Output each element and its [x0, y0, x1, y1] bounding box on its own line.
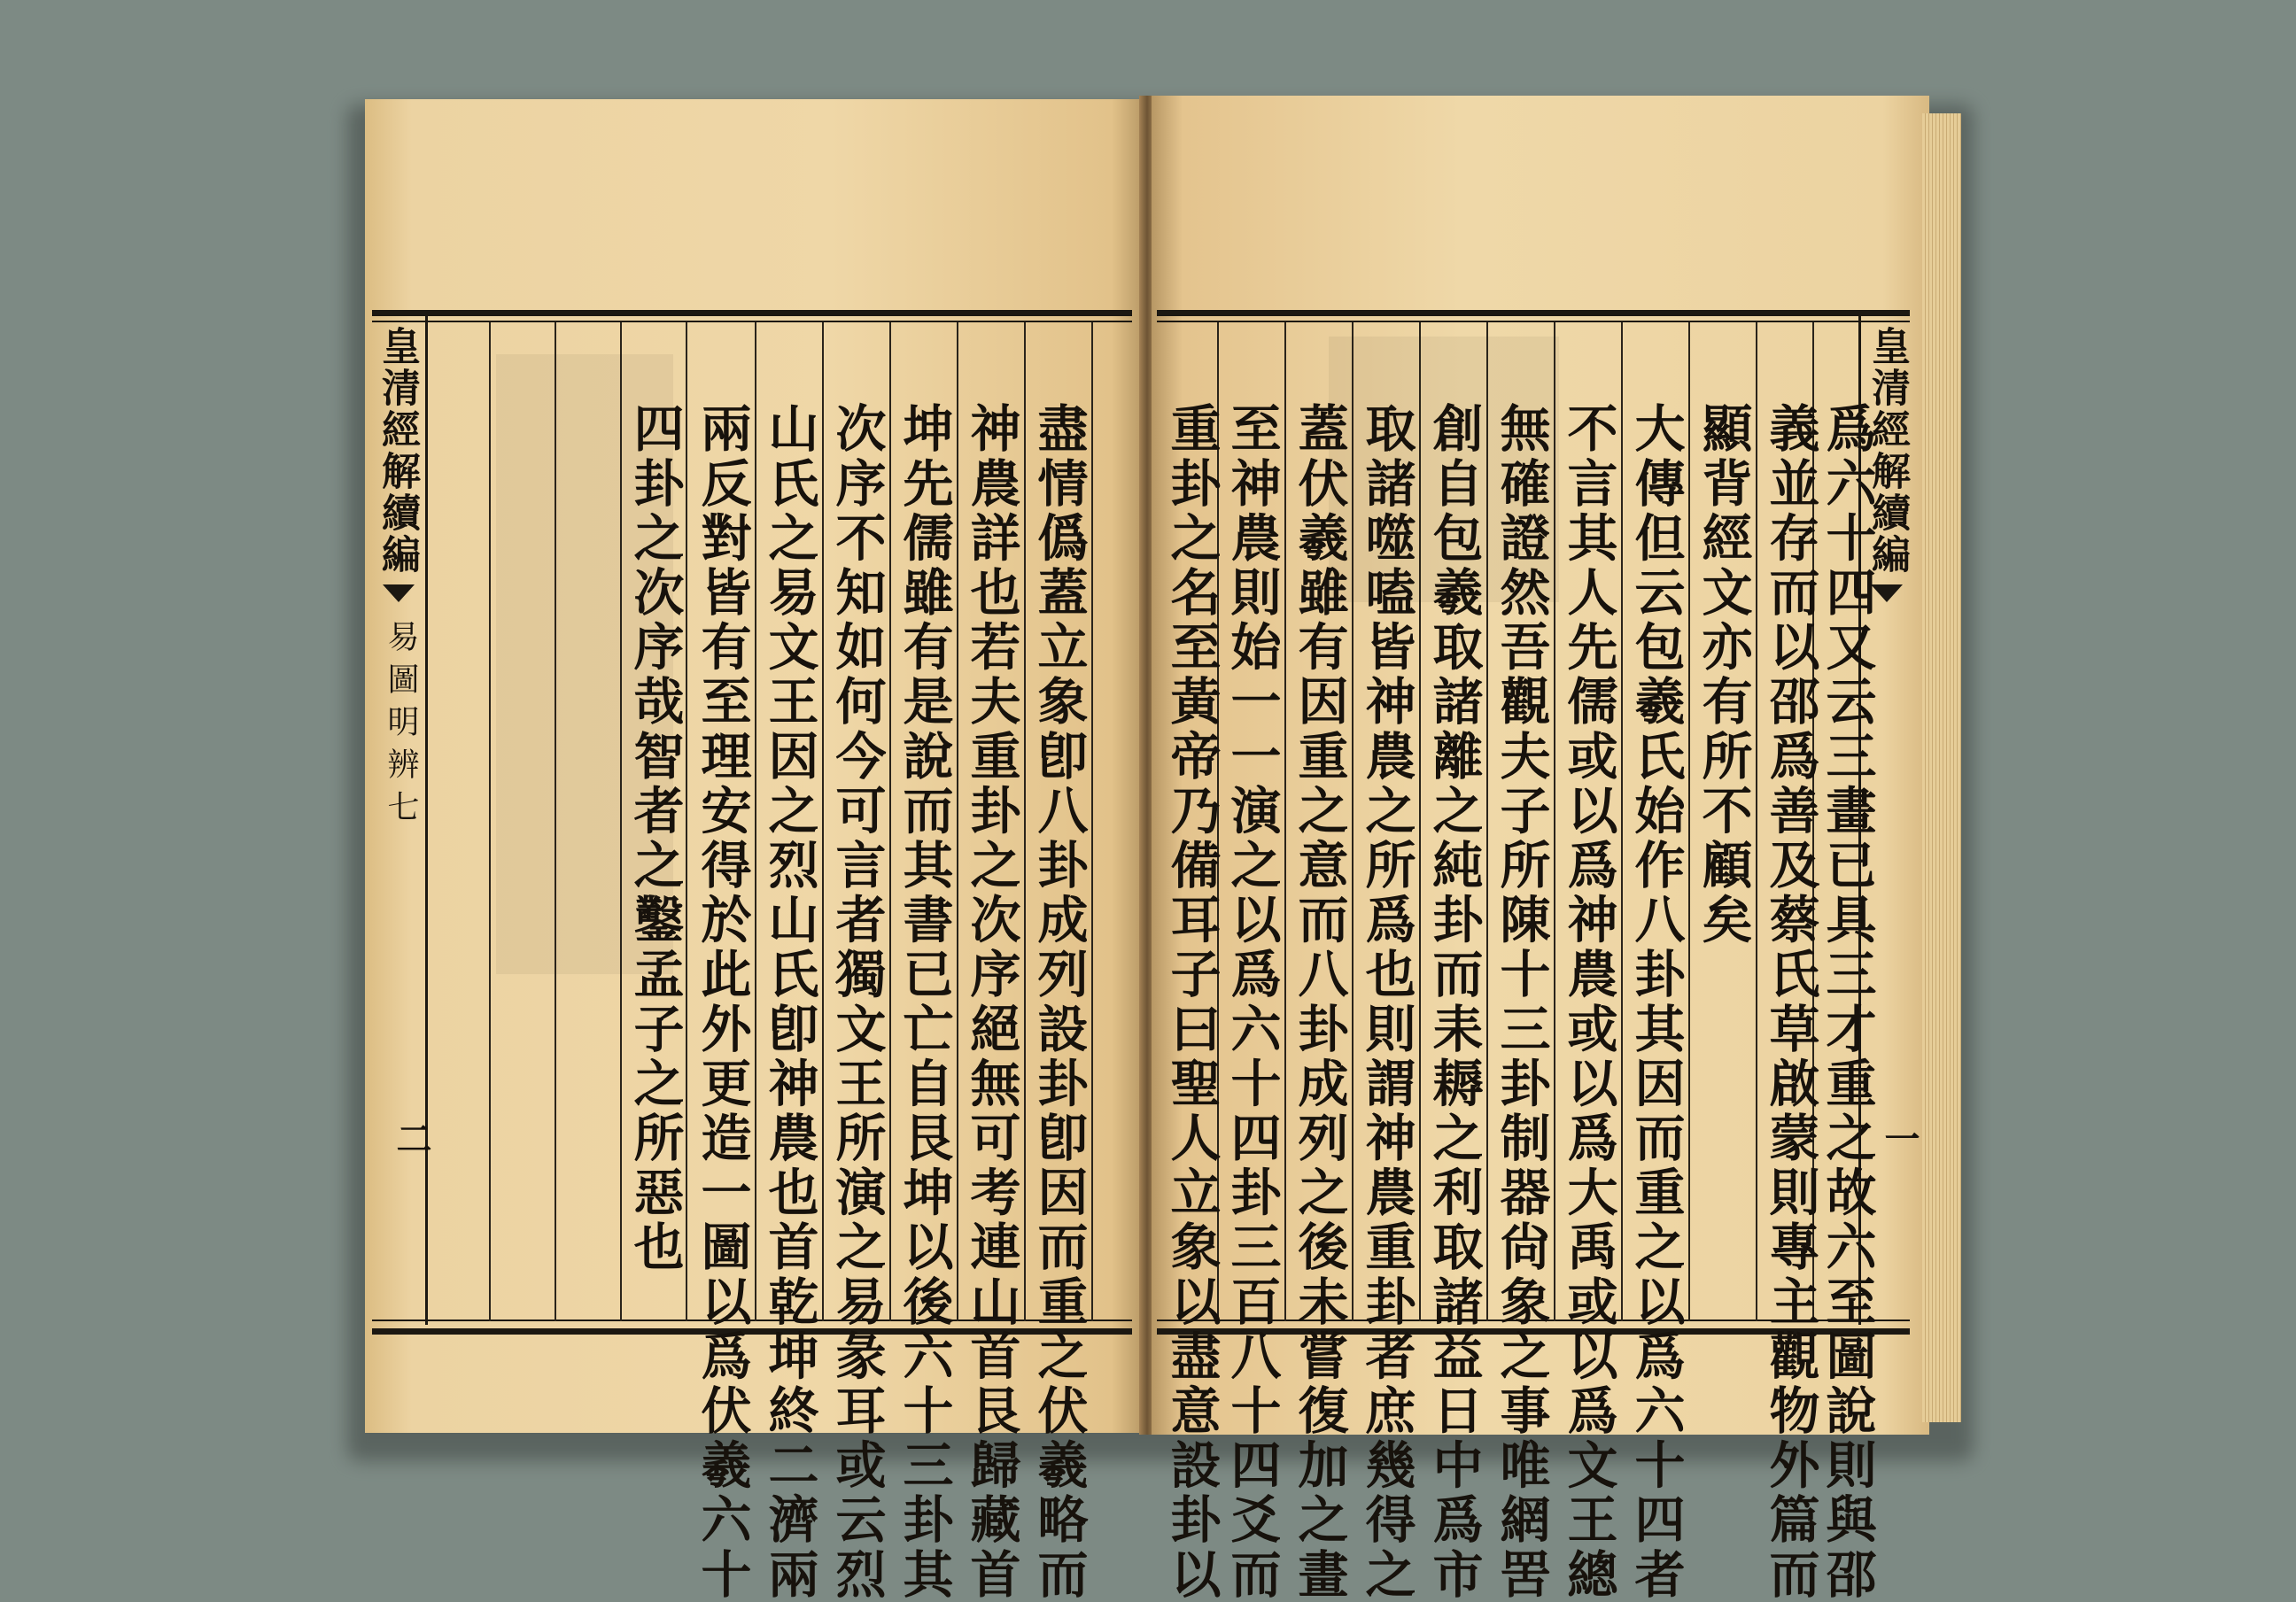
column-rule: [1486, 322, 1488, 1321]
right-folio-number: 一: [1879, 1120, 1920, 1156]
column-rule: [1621, 322, 1623, 1321]
column-rule: [555, 322, 556, 1321]
right-column-1: 爲六十四又云三畫已具三才重之故六至圖說則與邵: [1818, 402, 1877, 1602]
left-folio-number: 二: [391, 1120, 432, 1156]
left-column-6: 兩反對皆有至理安得於此外更造一圖以爲伏羲六十: [693, 402, 752, 1602]
left-margin-section: 易圖明辨七: [383, 620, 419, 832]
page-edges: [1922, 113, 1961, 1422]
right-top-border: [1157, 310, 1910, 316]
right-column-7: 創自包羲取諸離之純卦而耒耨之利取諸益日中爲市: [1424, 402, 1484, 1602]
left-column-4: 次序不知如何今可言者獨文王所演之易彖耳或云烈: [827, 402, 887, 1602]
right-column-9: 蓋伏羲雖有因重之意而八卦成列之後未嘗復加之畫: [1290, 402, 1349, 1602]
column-rule: [686, 322, 687, 1321]
column-rule: [489, 322, 491, 1321]
right-margin-title: 皇清經解續編: [1865, 326, 1910, 576]
right-column-10: 至神農則始一一演之以爲六十四卦三百八十四爻而: [1222, 402, 1282, 1602]
left-margin-title: 皇清經解續編: [375, 326, 420, 576]
left-page: [365, 99, 1143, 1433]
right-column-8: 取諸噬嗑皆神農之所爲也則謂神農重卦者庶幾得之: [1357, 402, 1416, 1602]
right-column-3: 顯背經文亦有所不顧矣: [1694, 402, 1753, 948]
fishtail-mark: [383, 584, 415, 602]
column-rule: [1419, 322, 1421, 1321]
column-rule: [1024, 322, 1026, 1321]
right-column-5: 不言其人先儒或以爲神農或以爲大禹或以爲文王總: [1559, 402, 1618, 1602]
left-column-3: 坤先儒雖有是說而其書已亡自艮坤以後六十三卦其: [895, 402, 954, 1602]
right-top-border-thin: [1157, 321, 1910, 322]
column-rule: [1091, 322, 1093, 1321]
right-column-2: 義並存而以邵爲善及蔡氏草啟蒙則專主觀物外篇而: [1761, 402, 1820, 1602]
column-rule: [1554, 322, 1555, 1321]
right-column-6: 無確證然吾觀夫子所陳十三卦制器尙象之事唯網罟: [1492, 402, 1551, 1602]
right-column-4: 大傳但云包羲氏始作八卦其因而重之以爲六十四者: [1626, 402, 1686, 1602]
column-rule: [755, 322, 756, 1321]
column-rule: [1352, 322, 1354, 1321]
column-rule: [889, 322, 891, 1321]
left-banxin-line: [425, 315, 428, 1325]
column-rule: [620, 322, 622, 1321]
left-top-border-thin: [372, 321, 1132, 322]
left-column-2: 神農詳也若夫重卦之次序絕無可考連山首艮歸藏首: [962, 402, 1021, 1602]
column-rule: [1756, 322, 1757, 1321]
column-rule: [822, 322, 824, 1321]
left-column-1: 盡情僞蓋立象卽八卦成列設卦卽因而重之伏羲略而: [1029, 402, 1089, 1602]
left-top-border: [372, 310, 1132, 316]
column-rule: [1688, 322, 1690, 1321]
left-column-7: 四卦之次序哉智者之鑿孟子之所惡也: [625, 402, 685, 1275]
left-column-5: 山氏之易文王因之烈山氏卽神農也首乾坤終二濟兩: [760, 402, 819, 1602]
right-column-11: 重卦之名至黃帝乃備耳子曰聖人立象以盡意設卦以: [1162, 402, 1222, 1602]
column-rule: [957, 322, 958, 1321]
column-rule: [1284, 322, 1286, 1321]
